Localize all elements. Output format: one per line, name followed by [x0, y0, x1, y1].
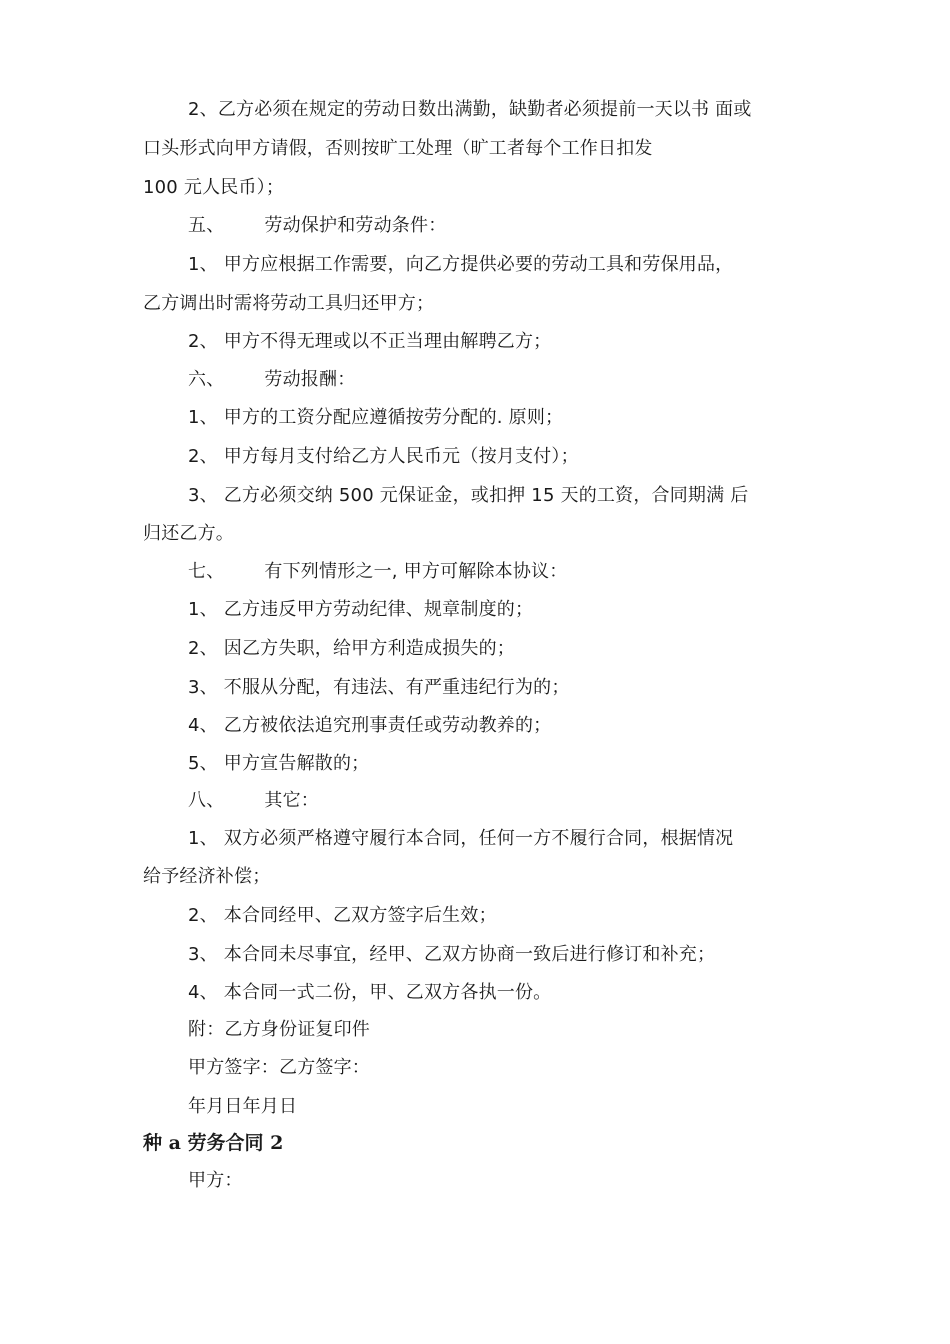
section-number: 八、 [188, 790, 225, 811]
section-heading-5 [188, 214, 446, 238]
section-number: 七、 [188, 561, 225, 582]
section-heading-6 [188, 368, 355, 392]
section-title: 劳动保护和劳动条件： [264, 215, 447, 236]
contract-title: 种 a 劳务合同 2 [143, 1132, 284, 1154]
paragraph-line: 归还乙方。 [143, 523, 234, 544]
section-title: 其它： [264, 790, 320, 811]
paragraph-line: 4、 本合同一式二份，甲、乙双方各执一份。 [188, 982, 552, 1003]
paragraph-line: 给予经济补偿； [143, 866, 271, 887]
paragraph-line: 口头形式向甲方请假，否则按旷工处理（旷工者每个工作日扣发 [143, 138, 653, 159]
paragraph-line: 3、 本合同未尽事宜，经甲、乙双方协商一致后进行修订和补充； [188, 944, 716, 965]
paragraph-line: 2、 因乙方失职，给甲方利造成损失的； [188, 638, 515, 659]
section-heading-8 [188, 789, 319, 813]
paragraph-line: 3、 不服从分配，有违法、有严重违纪行为的； [188, 677, 570, 698]
paragraph-line: 附：乙方身份证复印件 [188, 1019, 370, 1040]
paragraph-line: 1、 乙方违反甲方劳动纪律、规章制度的； [188, 599, 534, 620]
paragraph-line: 2、 甲方不得无理或以不正当理由解聘乙方； [188, 331, 552, 352]
signature-line: 甲方签字：乙方签字： [188, 1057, 370, 1078]
section-number: 五、 [188, 215, 225, 236]
paragraph-line: 乙方调出时需将劳动工具归还甲方； [143, 293, 435, 314]
section-heading-7 [188, 560, 567, 584]
paragraph-line: 100 元人民币）； [143, 177, 285, 198]
paragraph-line: 4、 乙方被依法追究刑事责任或劳动教养的； [188, 715, 552, 736]
party-a-label: 甲方： [188, 1170, 243, 1191]
section-number: 六、 [188, 369, 225, 390]
date-line: 年月日年月日 [188, 1096, 298, 1117]
paragraph-line: 3、 乙方必须交纳 500 元保证金，或扣押 15 天的工资，合同期满 后 [188, 485, 749, 506]
paragraph-line: 2、乙方必须在规定的劳动日数出满勤，缺勤者必须提前一天以书 面或 [188, 99, 752, 120]
section-title: 劳动报酬： [264, 369, 356, 390]
paragraph-line: 1、 甲方的工资分配应遵循按劳分配的. 原则； [188, 407, 564, 428]
paragraph-line: 1、 甲方应根据工作需要，向乙方提供必要的劳动工具和劳保用品， [188, 254, 734, 275]
section-title: 有下列情形之一, 甲方可解除本协议： [264, 561, 568, 582]
paragraph-line: 2、 本合同经甲、乙双方签字后生效； [188, 905, 497, 926]
paragraph-line: 2、 甲方每月支付给乙方人民币元（按月支付）； [188, 446, 579, 467]
paragraph-line: 5、 甲方宣告解散的； [188, 753, 370, 774]
paragraph-line: 1、 双方必须严格遵守履行本合同，任何一方不履行合同，根据情况 [188, 828, 734, 849]
